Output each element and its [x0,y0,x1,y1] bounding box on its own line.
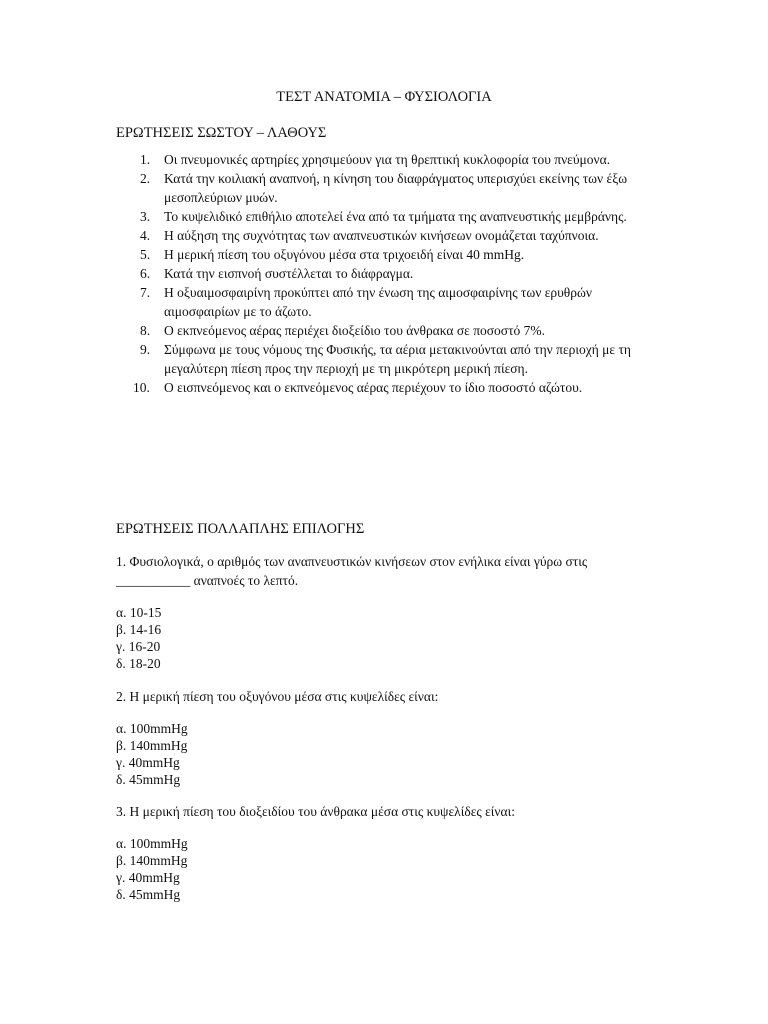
list-item [116,226,656,245]
mc-question-3 [116,802,656,903]
option-a: α. 10-15 [116,605,162,620]
mc-question-2 [116,687,656,788]
item-number: 9. [140,342,151,357]
item-number: 8. [140,323,151,338]
item-number: 4. [140,228,151,243]
item-text: Η αύξηση της συχνότητας των αναπνευστικών κινήσεων ονομάζεται ταχύπνοια. [164,228,599,243]
option-b: β. 14-16 [116,622,162,637]
item-number: 3. [140,209,151,224]
true-false-list [116,150,656,397]
true-false-heading: ΕΡΩΤΗΣΕΙΣ ΣΩΣΤΟΥ – ΛΑΘΟΥΣ [116,125,327,141]
option-a: α. 100mmHg [116,836,188,851]
item-number: 2. [140,171,151,186]
item-text: Η οξυαιμοσφαιρίνη προκύπτει από την ένωση της αιμοσφαιρίνης των ερυθρών αιμοσφαιρίων με το άζωτο. [164,285,593,319]
item-text: Ο εκπνεόμενος αέρας περιέχει διοξείδιο του άνθρακα σε ποσοστό 7%. [164,323,545,338]
option-list [116,604,656,672]
question-text: 3. Η μερική πίεση του διοξειδίου του άνθρακα μέσα στις κυψελίδες είναι: [116,804,515,819]
list-item [116,283,656,321]
list-item [116,207,656,226]
item-text: Κατά την εισπνοή συστέλλεται το διάφραγμα. [164,266,414,281]
mc-question-1 [116,552,656,672]
list-item [116,340,656,378]
option-d: δ. 45mmHg [116,887,181,902]
list-item [116,150,656,169]
option-a: α. 100mmHg [116,721,188,736]
document-title: ΤΕΣΤ ΑΝΑΤΟΜΙΑ – ΦΥΣΙΟΛΟΓΙΑ [276,89,492,105]
option-c: γ. 40mmHg [116,755,180,770]
item-number: 10. [133,380,150,395]
item-number: 5. [140,247,151,262]
option-list [116,835,656,903]
list-item [116,321,656,340]
option-b: β. 140mmHg [116,738,188,753]
list-item [116,264,656,283]
item-number: 7. [140,285,151,300]
multiple-choice-heading: ΕΡΩΤΗΣΕΙΣ ΠΟΛΛΑΠΛΗΣ ΕΠΙΛΟΓΗΣ [116,521,365,537]
item-text: Σύμφωνα με τους νόμους της Φυσικής, τα αέρια μετακινούνται από την περιοχή με τη μεγαλύτερη πίεση προς την περιοχή με τη μικρότερη μερική πίεση. [164,342,631,376]
option-c: γ. 40mmHg [116,870,180,885]
item-text: Το κυψελιδικό επιθήλιο αποτελεί ένα από τα τμήματα της αναπνευστικής μεμβράνης. [164,209,627,224]
item-number: 6. [140,266,151,281]
item-text: Οι πνευμονικές αρτηρίες χρησιμεύουν για τη θρεπτική κυκλοφορία του πνεύμονα. [164,152,611,167]
option-b: β. 140mmHg [116,853,188,868]
item-text: Η μερική πίεση του οξυγόνου μέσα στα τριχοειδή είναι 40 mmHg. [164,247,525,262]
item-text: Κατά την κοιλιακή αναπνοή, η κίνηση του διαφράγματος υπερισχύει εκείνης των έξω μεσοπλεύριων μυών. [164,171,628,205]
item-number: 1. [140,152,151,167]
list-item [116,169,656,207]
item-text: Ο εισπνεόμενος και ο εκπνεόμενος αέρας περιέχουν το ίδιο ποσοστό αζώτου. [164,380,583,395]
question-text: 1. Φυσιολογικά, ο αριθμός των αναπνευστικών κινήσεων στον ενήλικα είναι γύρω στις ___________ αναπνοές το λεπτό. [116,554,588,588]
list-item [116,245,656,264]
list-item [116,378,656,397]
option-c: γ. 16-20 [116,639,161,654]
option-list [116,720,656,788]
option-d: δ. 18-20 [116,656,161,671]
option-d: δ. 45mmHg [116,772,181,787]
question-text: 2. Η μερική πίεση του οξυγόνου μέσα στις κυψελίδες είναι: [116,689,439,704]
